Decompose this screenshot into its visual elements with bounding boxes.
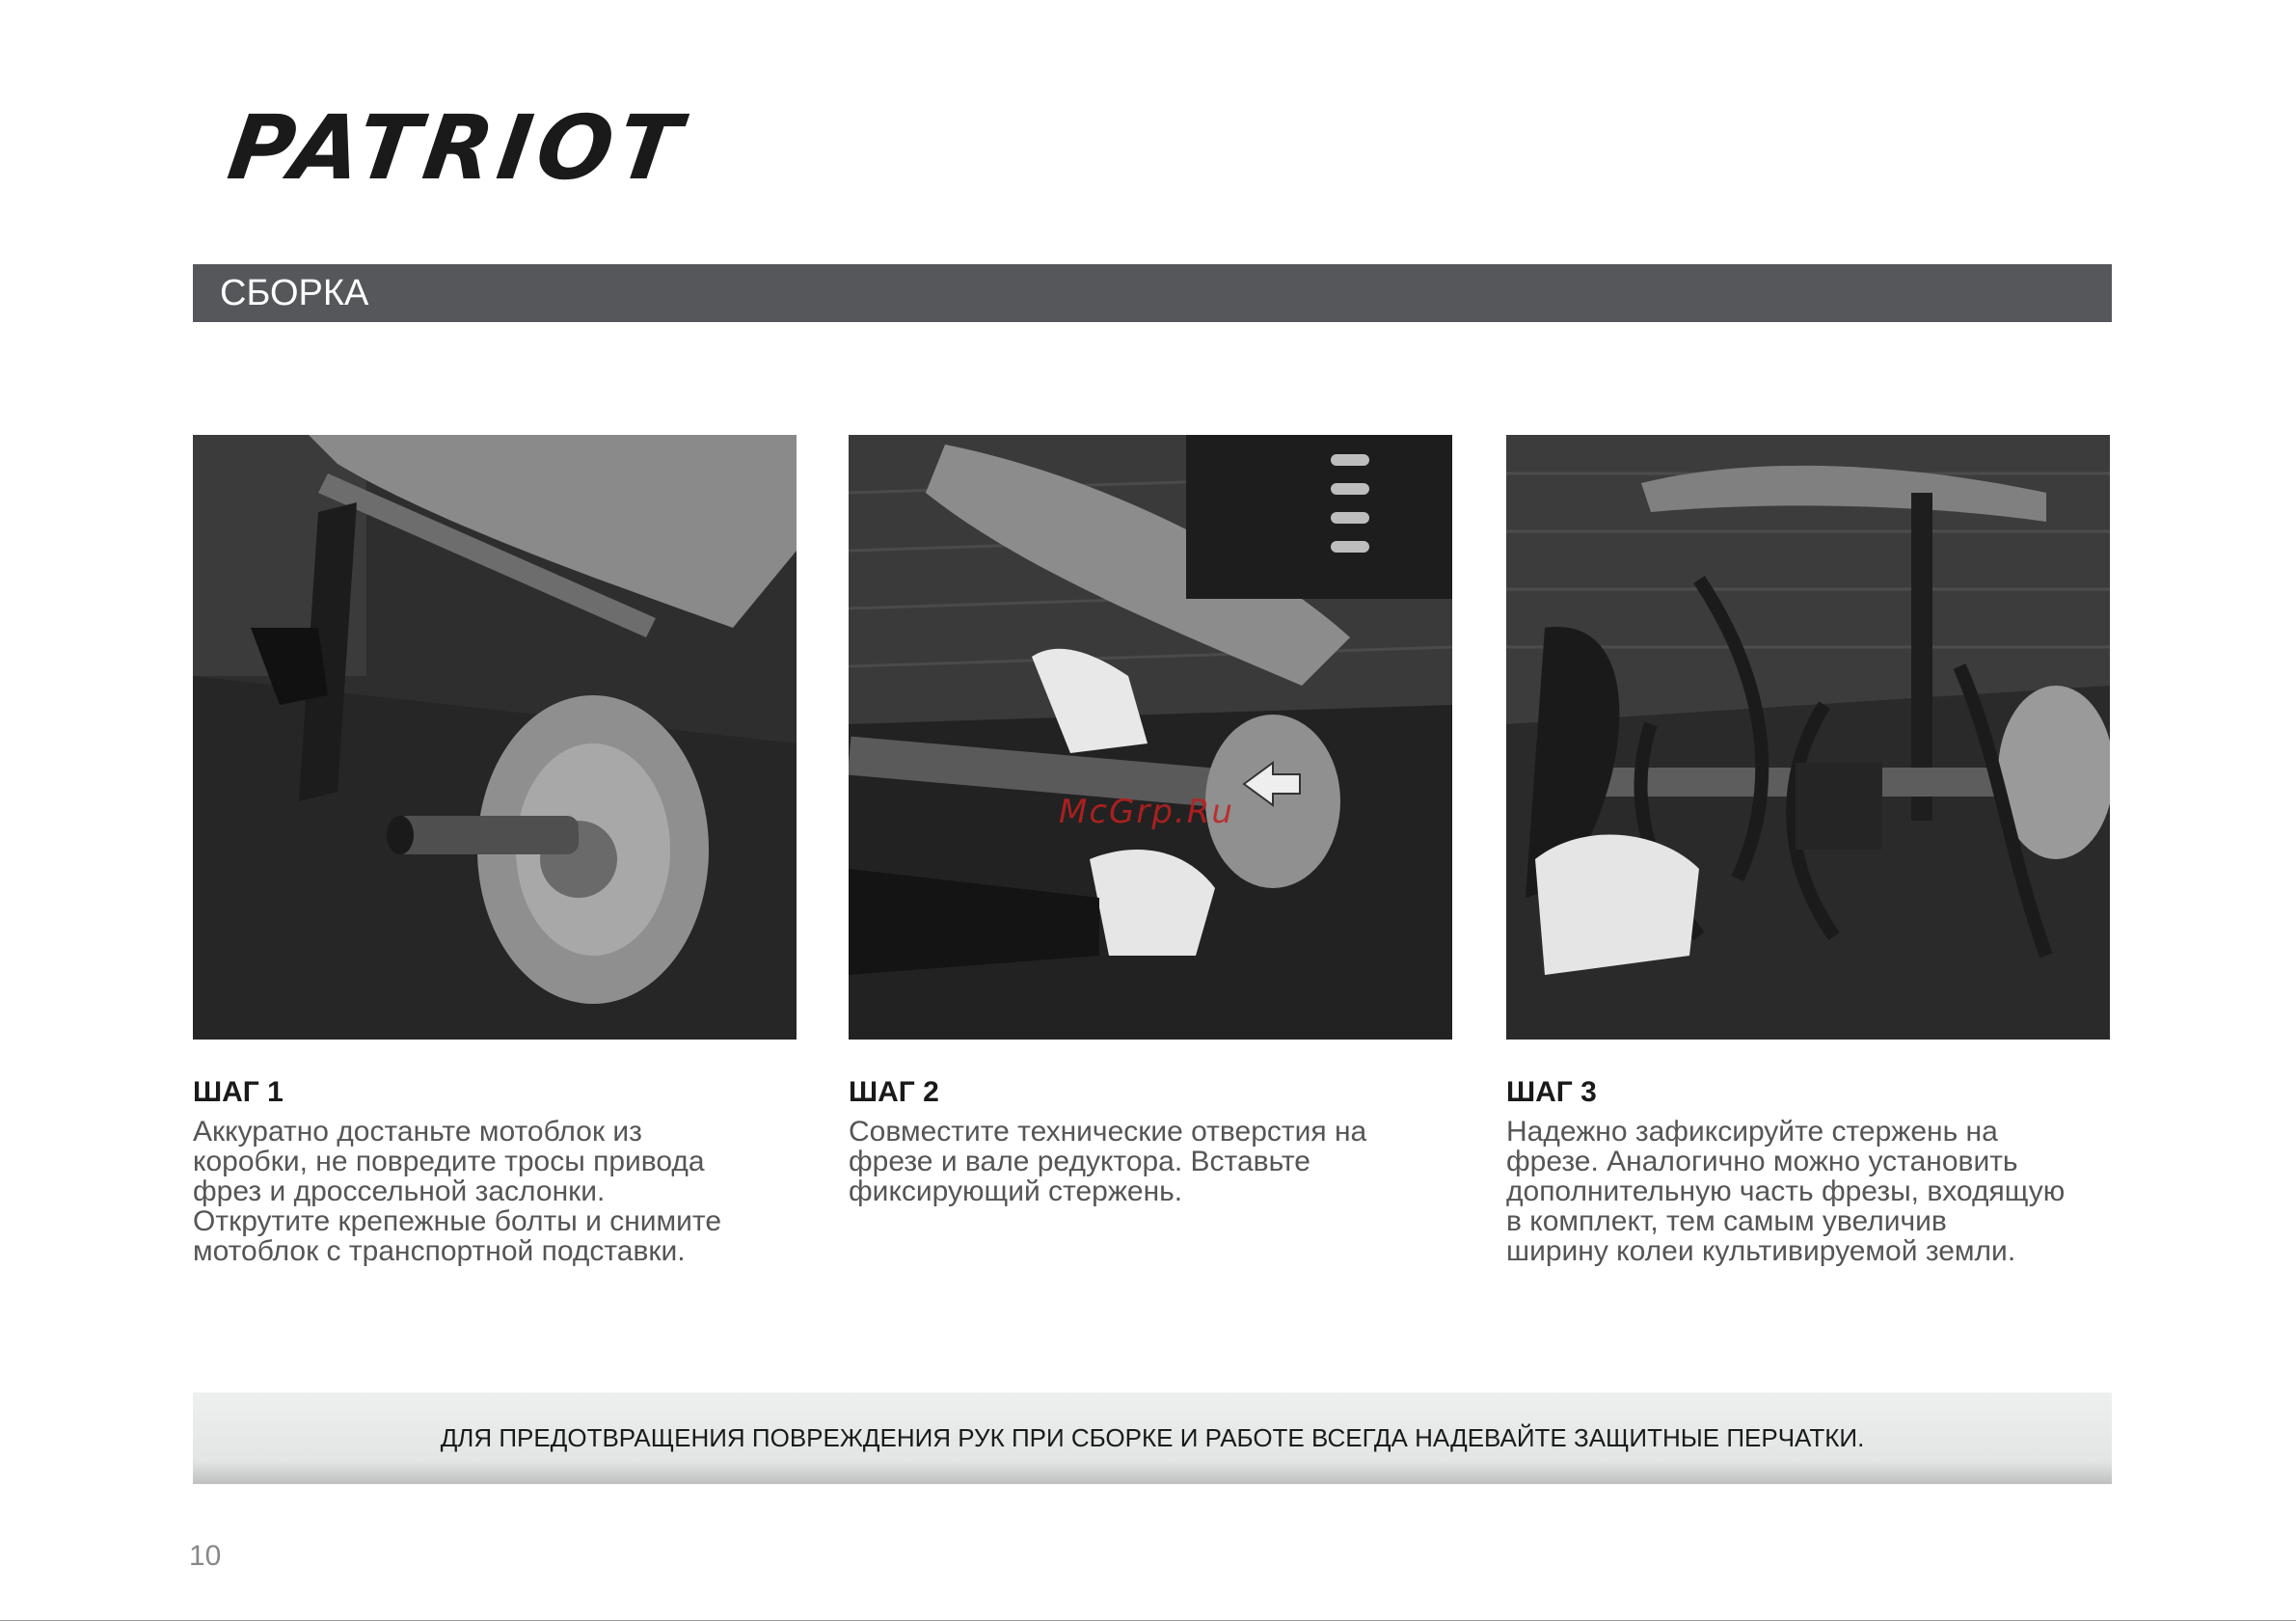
step-1-photo (193, 435, 797, 1040)
page-number: 10 (189, 1540, 222, 1572)
step-1-title: ШАГ 1 (193, 1076, 284, 1108)
step-3-photo (1506, 435, 2110, 1040)
step-2-illustration (849, 435, 1452, 1040)
step-3-text: Надежно зафиксируйте стержень на фрезе. Аналогично можно установить дополнительную часть фрезы, входящую в комплект, тем самым увеличив ширину колеи культивируемой земли. (1506, 1116, 2066, 1267)
step-1-illustration (193, 435, 797, 1040)
step-3-title: ШАГ 3 (1506, 1076, 1597, 1108)
step-2-text: Совместите технические отверстия на фрезе и вале редуктора. Вставьте фиксирующий стержень. (849, 1116, 1367, 1207)
step-1-text: Аккуратно достаньте мотоблок из коробки, не повредите тросы привода фрез и дроссельной заслонки. Открутите крепежные болты и снимите мотоблок с транспортной подставки. (193, 1116, 722, 1267)
safety-warning-box (193, 1392, 2112, 1484)
step-2-photo (849, 435, 1452, 1040)
step-2-title: ШАГ 2 (849, 1076, 939, 1108)
watermark: McGrp.Ru (1059, 793, 1234, 831)
safety-warning-text: ДЛЯ ПРЕДОТВРАЩЕНИЯ ПОВРЕЖДЕНИЯ РУК ПРИ СБОРКЕ И РАБОТЕ ВСЕГДА НАДЕВАЙТЕ ЗАЩИТНЫЕ ПЕРЧАТКИ. (440, 1423, 1865, 1452)
patriot-logo: PATRIOT (222, 96, 692, 200)
section-title: СБОРКА (220, 273, 369, 313)
section-header (193, 264, 2112, 322)
step-3-illustration (1506, 435, 2110, 1040)
